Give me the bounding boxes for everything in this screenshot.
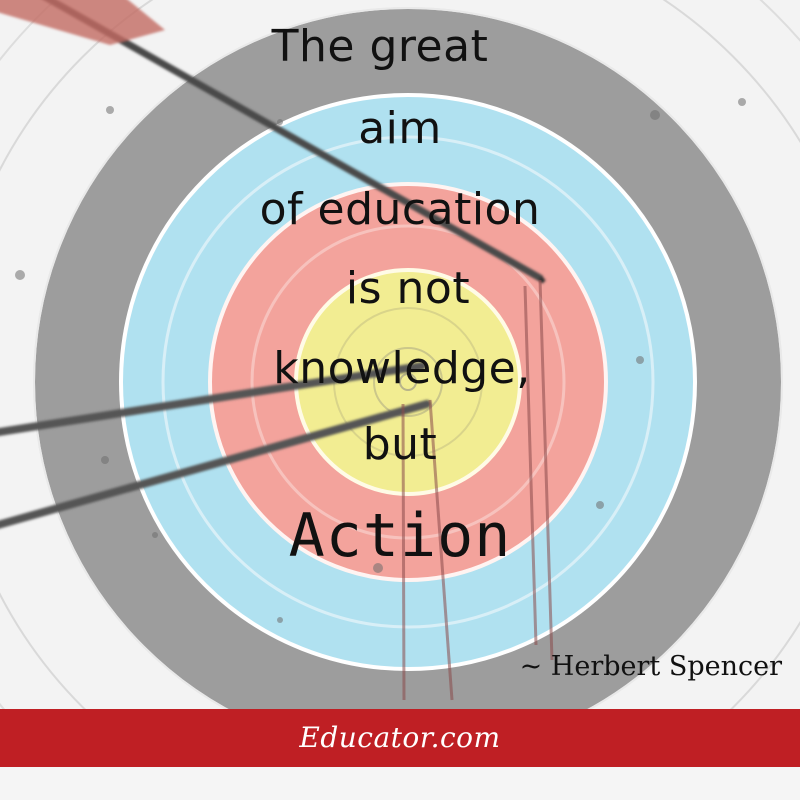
quote-line-6: but [362, 419, 438, 470]
author-attribution: ~ Herbert Spencer [519, 651, 782, 682]
quote-line-3: of education [259, 184, 541, 235]
bottom-strip [0, 767, 800, 800]
quote-line-1: The great [271, 21, 489, 72]
brand-link[interactable]: Educator.com [299, 721, 501, 754]
quote-line-2: aim [358, 103, 442, 154]
quote-line-4: is not [345, 263, 471, 314]
quote-line-5: knowledge, [273, 343, 531, 394]
quote-line-7: Action [288, 501, 512, 571]
